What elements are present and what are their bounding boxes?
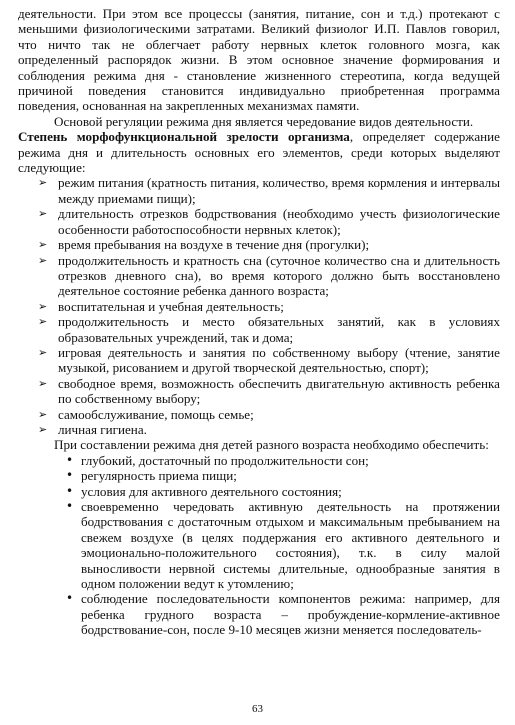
arrow-bullet-icon: ➢ — [38, 238, 48, 252]
paragraph-4: При составлении режима дня детей разного возраста необходимо обеспечить: — [54, 437, 489, 453]
list-item-text: продолжительность и место обязательных занятий, как в условиях образовательных учреждений, так и дома; — [58, 314, 500, 345]
arrow-bullet-icon: ➢ — [38, 176, 48, 190]
list-item — [38, 376, 500, 407]
list-item-text: регулярность приема пищи; — [81, 468, 237, 484]
list-item — [66, 591, 500, 637]
list-item-text: соблюдение последовательности компонентов режима: например, для ребенка грудного возраста – пробуждение-кормление-активное бодрствование-сон, после 9-10 месяцев жизни меняется последователь- — [81, 591, 500, 638]
list-item-text: длительность отрезков бодрствования (необходимо учесть физиологические особенности работоспособности нервных клеток); — [58, 206, 500, 237]
list-item-text: самообслуживание, помощь семье; — [58, 406, 254, 422]
bold-term: Степень морфофункциональной зрелости организма — [18, 129, 350, 145]
list-item-text: режим питания (кратность питания, количество, время кормления и интервалы между приемами пищи); — [58, 175, 500, 206]
page-number: 63 — [252, 703, 263, 715]
paragraph-3-rest: , определяет содержание режима дня и длительность основных его элементов, среди которых выделяют следующие: — [18, 129, 500, 176]
bullet-list — [18, 453, 500, 638]
list-item-text: продолжительность и кратность сна (суточное количество сна и длительность отрезков дневного сна), во время которого должно быть восстановлено деятельное состояние ребенка данного возраста; — [58, 252, 500, 299]
list-item — [66, 453, 500, 468]
list-item-text: воспитательная и учебная деятельность; — [58, 298, 284, 314]
list-item — [38, 314, 500, 345]
list-item — [38, 175, 500, 206]
list-item — [66, 484, 500, 499]
list-item — [38, 407, 500, 422]
round-bullet-icon: • — [66, 591, 74, 606]
list-item — [38, 253, 500, 299]
paragraph-3 — [18, 129, 500, 175]
round-bullet-icon: • — [66, 499, 74, 513]
paragraph-2: Основой регуляции режима дня является чередование видов деятельности. — [54, 113, 474, 129]
page-content — [18, 6, 500, 638]
list-item-text: глубокий, достаточный по продолжительности сон; — [81, 452, 369, 468]
list-item-text: личная гигиена. — [58, 421, 147, 437]
list-item — [38, 299, 500, 314]
list-item — [38, 206, 500, 237]
list-item — [66, 499, 500, 591]
paragraph-1: деятельности. При этом все процессы (занятия, питание, сон и т.д.) протекают с меньшими физиологическими затратами. Великий физиолог И.П. Павлов говорил, что ничто так не облегчает работу нервных клеток головного мозга, как определенный распорядок жизни. В этом основное значение формирования и соблюдения режима дня - становление жизненного стереотипа, когда ведущей причиной поведения становится индивидуально приобретенная программа поведения, основанная на закрепленных механизмах памяти. — [18, 6, 500, 114]
list-item-text: время пребывания на воздухе в течение дня (прогулки); — [58, 237, 370, 253]
list-item — [38, 345, 500, 376]
round-bullet-icon: • — [66, 468, 74, 483]
arrow-list — [18, 175, 500, 437]
list-item — [66, 468, 500, 483]
list-item-text: условия для активного деятельного состояния; — [81, 483, 342, 499]
list-item-text: свободное время, возможность обеспечить двигательную активность ребенка по собственному выбору; — [58, 375, 500, 407]
list-item-text: своевременно чередовать активную деятельность на протяжении бодрствования с достаточным отдыхом и максимальным пребыванием на свежем воздухе (в целях поддержания его активного деятельного и эмоционально-положительного состояния), т.к. в силу малой выносливости нервной системы длительные, однообразные занятия в одном положении ведут к утомлению; — [81, 499, 500, 592]
arrow-bullet-icon: ➢ — [38, 376, 48, 390]
arrow-bullet-icon: ➢ — [38, 207, 48, 221]
arrow-bullet-icon: ➢ — [38, 253, 48, 267]
arrow-bullet-icon: ➢ — [38, 315, 48, 329]
round-bullet-icon: • — [66, 483, 74, 498]
arrow-bullet-icon: ➢ — [38, 299, 48, 313]
list-item-text: игровая деятельность и занятия по собственному выбору (чтение, занятие музыкой, рисованием и другой творческой деятельностью, спорт); — [58, 344, 500, 376]
arrow-bullet-icon: ➢ — [38, 407, 48, 421]
round-bullet-icon: • — [66, 452, 74, 467]
list-item — [38, 422, 500, 437]
arrow-bullet-icon: ➢ — [38, 422, 48, 436]
arrow-bullet-icon: ➢ — [38, 345, 48, 359]
list-item — [38, 237, 500, 252]
